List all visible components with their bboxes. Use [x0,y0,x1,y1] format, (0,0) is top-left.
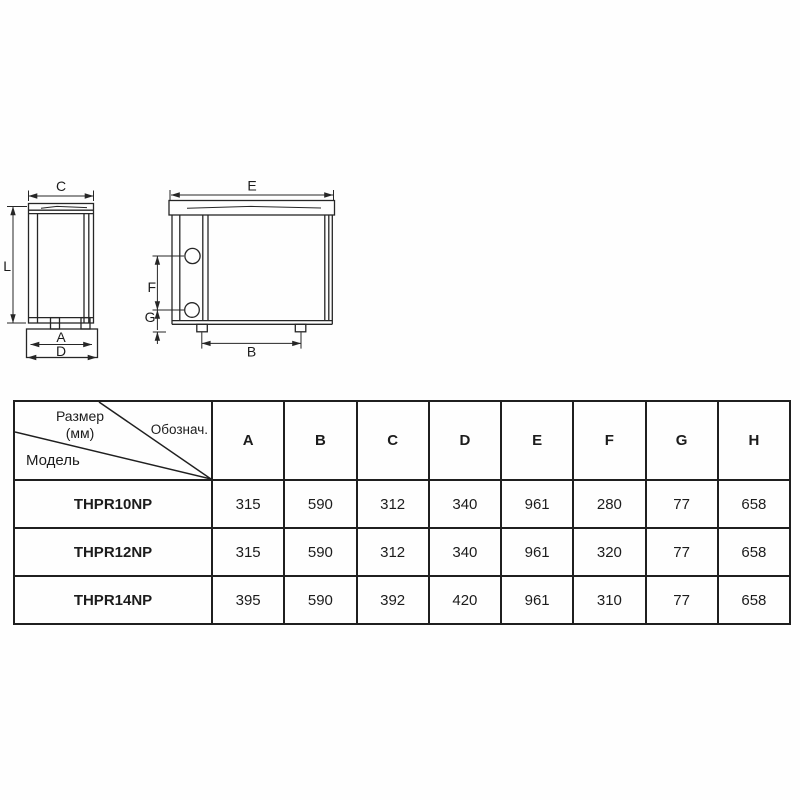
dim-value-cell: 315 [212,528,284,576]
column-header-c: C [357,401,429,480]
dim-value-cell: 77 [646,480,718,528]
unit-text: (мм) [65,424,95,441]
dim-value-cell: 420 [429,576,501,624]
front-foot-left [197,324,208,332]
dim-c [29,178,94,201]
dim-e [170,178,334,201]
dim-l [3,207,27,324]
dim-value-cell: 77 [646,576,718,624]
column-header-f: F [573,401,645,480]
dim-b [202,333,301,360]
dimensions-table [13,400,791,625]
dim-value-cell: 312 [357,528,429,576]
dim-d [28,343,97,359]
dim-value-cell: 340 [429,528,501,576]
front-lid-seam [187,206,321,208]
pipe-connection-top [185,248,200,263]
dim-value-cell: 961 [501,576,573,624]
dim-label-g: G [144,309,156,325]
dim-value-cell: 590 [284,480,356,528]
model-name-cell: THPR10NP [14,480,212,528]
dim-label-f: F [147,279,156,295]
dim-value-cell: 658 [718,576,790,624]
dim-value-cell: 392 [357,576,429,624]
dim-value-cell: 280 [573,480,645,528]
pipe-connection-bottom [185,303,200,318]
dim-label-e: E [247,177,257,194]
table-header-row [14,401,790,480]
front-view-diagram [145,178,335,360]
dim-value-cell: 658 [718,528,790,576]
dim-value-cell: 961 [501,528,573,576]
side-lid-seam [41,206,87,208]
table-corner-cell [14,401,212,480]
dim-label-a: A [56,329,66,345]
dim-label-c: C [55,178,67,194]
column-header-b: B [284,401,356,480]
table-row [14,576,790,624]
corner-size-label [49,408,111,442]
dim-label-d: D [55,343,67,359]
dim-value-cell: 312 [357,480,429,528]
dim-value-cell: 395 [212,576,284,624]
dim-value-cell: 310 [573,576,645,624]
column-header-a: A [212,401,284,480]
column-header-d: D [429,401,501,480]
dim-value-cell: 590 [284,576,356,624]
size-text: Размер [55,408,105,424]
corner-designation-label: Обознач. [150,422,208,437]
dim-value-cell: 320 [573,528,645,576]
side-view-diagram [3,178,97,359]
dim-g [145,309,166,344]
dim-label-b: B [246,343,257,360]
dim-value-cell: 590 [284,528,356,576]
front-foot-right [295,324,306,332]
model-name-cell: THPR14NP [14,576,212,624]
dim-value-cell: 315 [212,480,284,528]
dim-label-l: L [3,258,11,274]
dim-value-cell: 77 [646,528,718,576]
column-header-h: H [718,401,790,480]
column-header-e: E [501,401,573,480]
dim-value-cell: 658 [718,480,790,528]
dim-value-cell: 961 [501,480,573,528]
dim-f [147,256,184,310]
corner-model-label: Модель [26,452,80,469]
model-name-cell: THPR12NP [14,528,212,576]
dim-value-cell: 340 [429,480,501,528]
table-row [14,528,790,576]
column-header-g: G [646,401,718,480]
table-row [14,480,790,528]
